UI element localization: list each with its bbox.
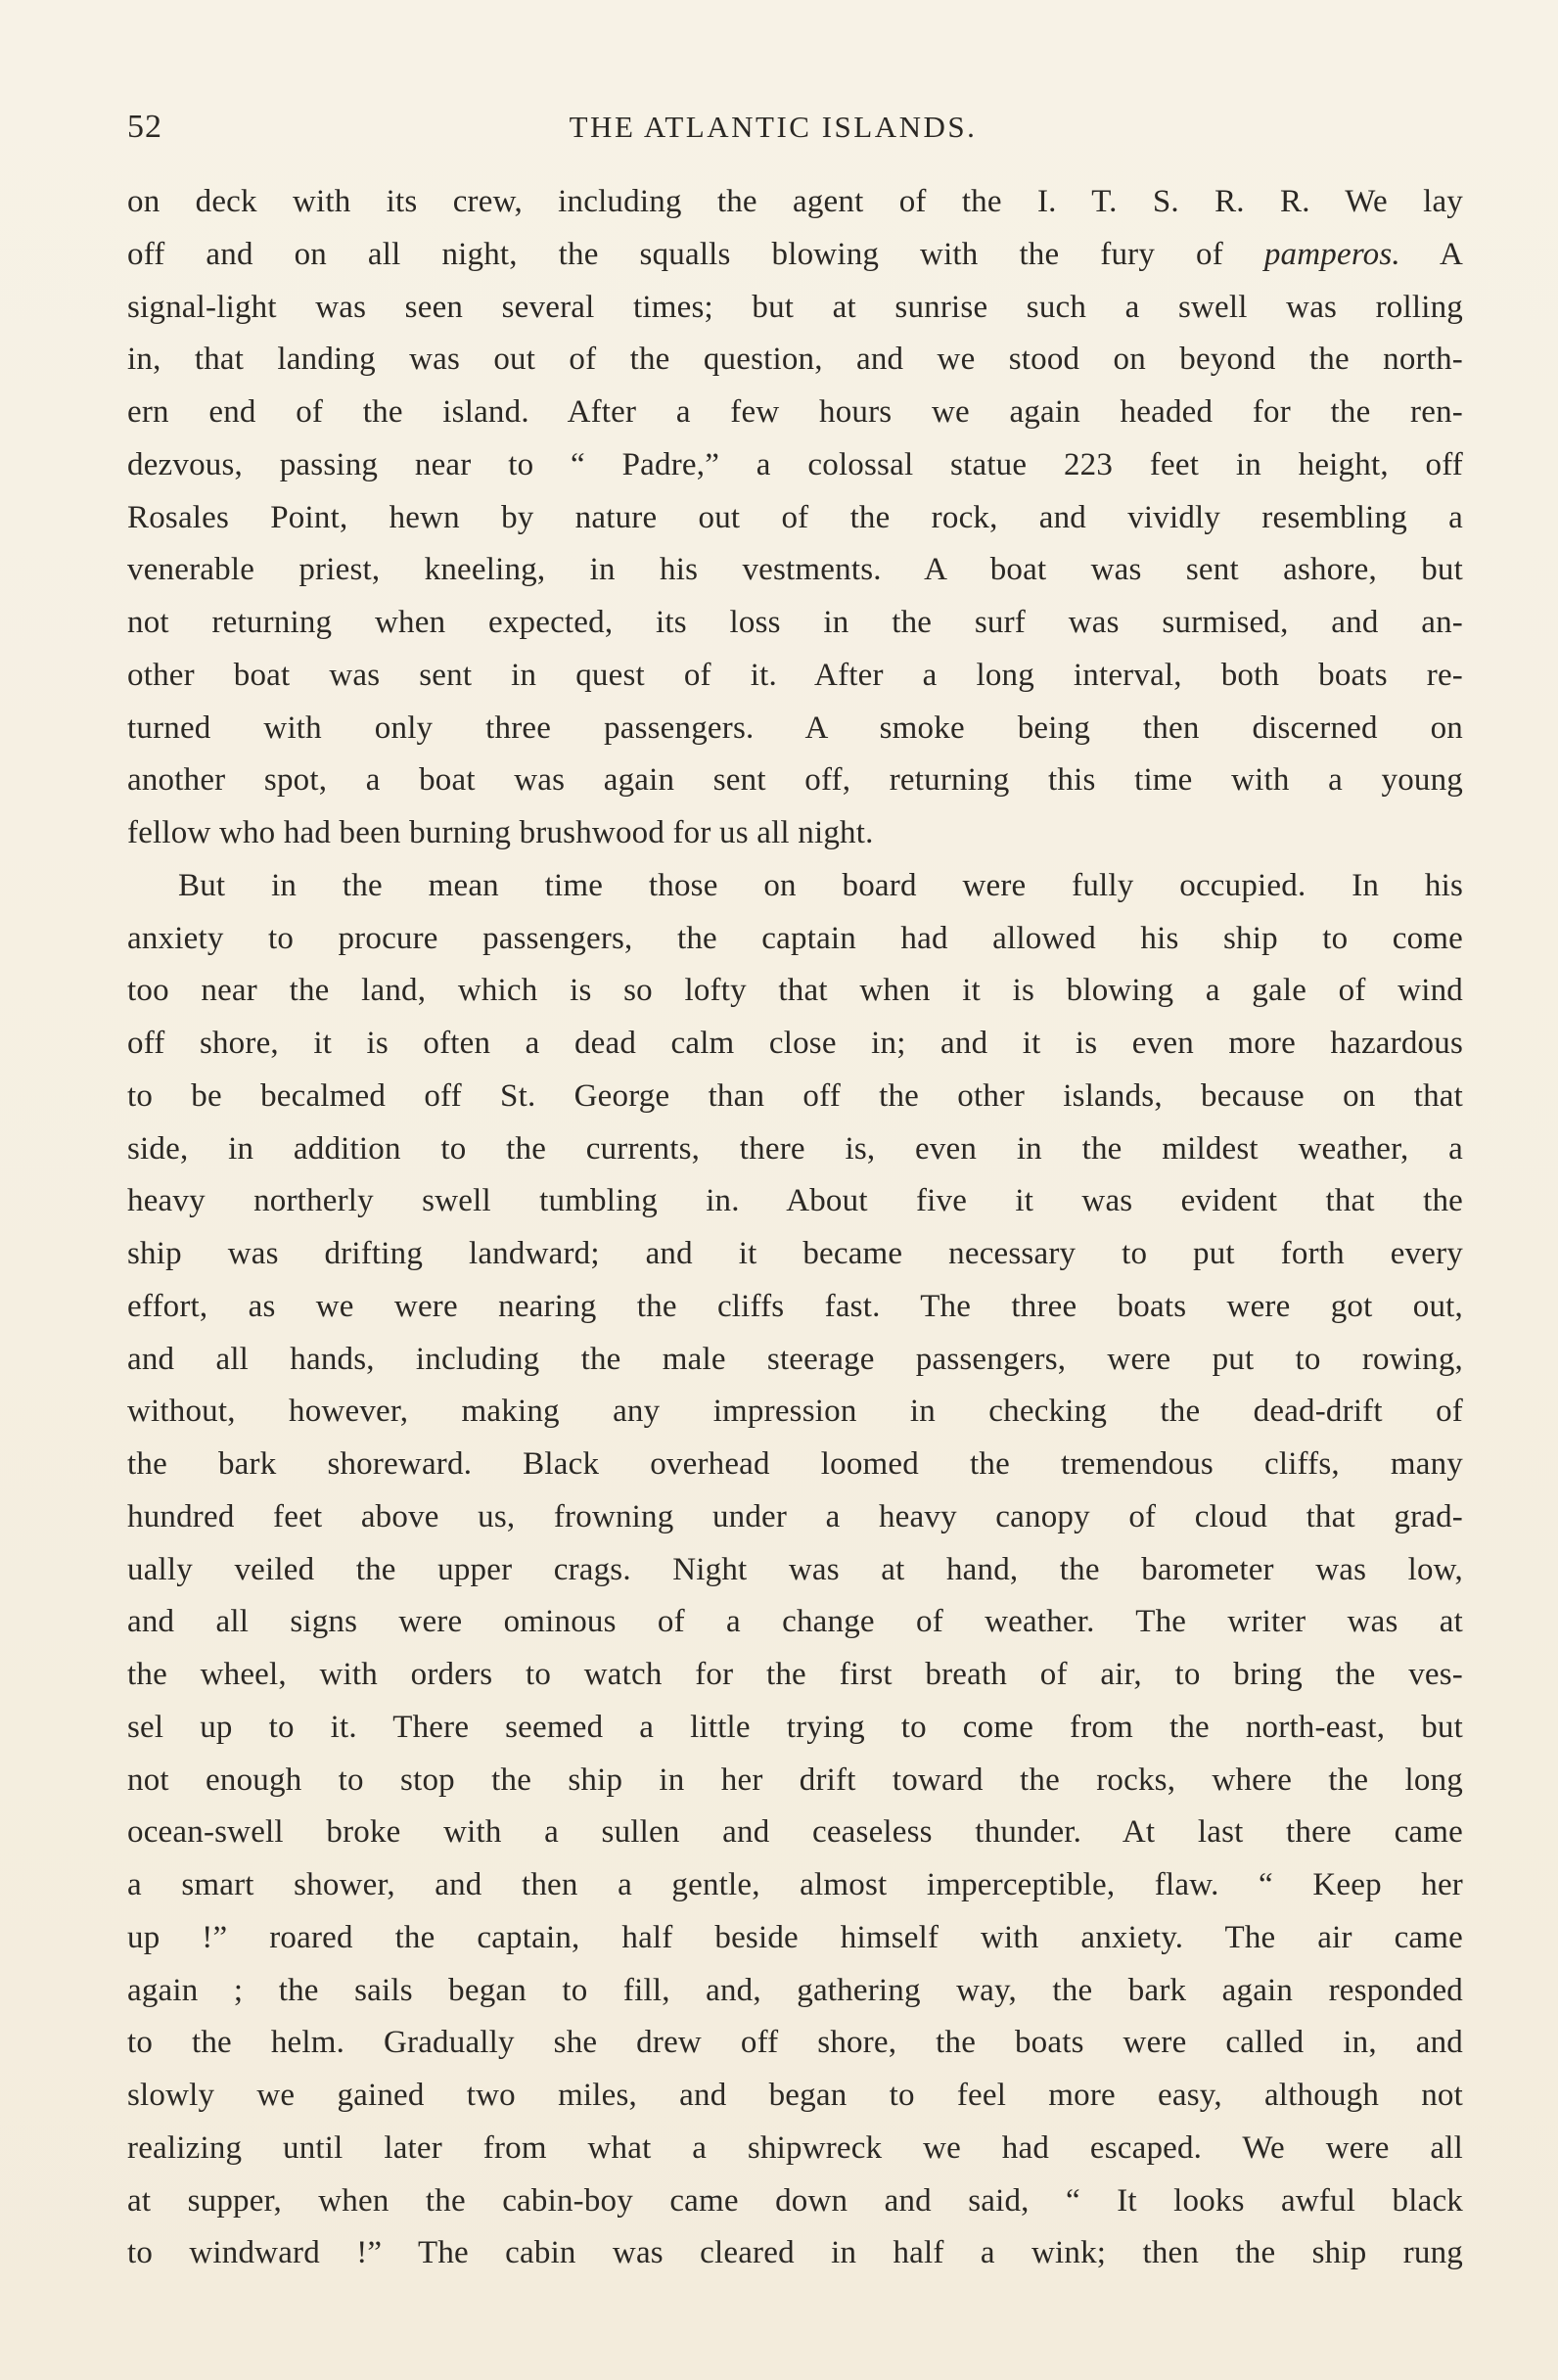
text-line: signal-light was seen several times; but at sunrise such a swell was rolling (127, 289, 1463, 325)
text-line: up !” roared the captain, half beside himself with anxiety. The air came (127, 1919, 1463, 1955)
text-line-segment: A (1399, 236, 1463, 272)
text-line: slowly we gained two miles, and began to feel more easy, although not (127, 2078, 1463, 2113)
text-line: ually veiled the upper crags. Night was at hand, the barometer was low, (127, 1551, 1463, 1587)
text-line-segment: off and on all night, the squalls blowing with the fury of (127, 236, 1264, 272)
text-line: ern end of the island. After a few hours we again headed for the ren- (127, 394, 1463, 430)
text-line: Rosales Point, hewn by nature out of the rock, and vividly resembling a (127, 499, 1463, 535)
running-head (127, 98, 1458, 157)
paragraph-end-line: fellow who had been burning brushwood for us all night. (127, 815, 874, 850)
text-line: another spot, a boat was again sent off, returning this time with a young (127, 762, 1463, 799)
text-line: too near the land, which is so lofty that when it is blowing a gale of wind (127, 973, 1463, 1009)
italic-term: pamperos. (1263, 236, 1400, 272)
text-line: and all hands, including the male steerage passengers, were put to rowing, (127, 1341, 1463, 1377)
paragraph-start-line: But in the mean time those on board were fully occupied. In his (178, 867, 1463, 903)
text-line: again ; the sails began to fill, and, gathering way, the bark again responded (127, 1972, 1463, 2008)
text-line: in, that landing was out of the question, and we stood on beyond the north- (127, 342, 1463, 378)
text-line: effort, as we were nearing the cliffs fast. The three boats were got out, (127, 1288, 1463, 1324)
text-line: without, however, making any impression in checking the dead-drift of (127, 1394, 1463, 1430)
text-line: side, in addition to the currents, there is, even in the mildest weather, a (127, 1130, 1463, 1167)
text-line: on deck with its crew, including the agent of the I. T. S. R. R. We lay (127, 184, 1463, 219)
text-line: realizing until later from what a shipwreck we had escaped. We were all (127, 2129, 1463, 2166)
text-line (127, 229, 1463, 282)
text-line: not returning when expected, its loss in the surf was surmised, and an- (127, 605, 1463, 640)
text-line: a smart shower, and then a gentle, almost imperceptible, flaw. “ Keep her (127, 1867, 1463, 1902)
text-line: heavy northerly swell tumbling in. About five it was evident that the (127, 1183, 1463, 1219)
text-line: dezvous, passing near to “ Padre,” a colossal statue 223 feet in height, off (127, 446, 1463, 482)
text-line: off shore, it is often a dead calm close in; and it is even more hazardous (127, 1026, 1463, 1061)
text-line: sel up to it. There seemed a little trying to come from the north-east, but (127, 1709, 1463, 1745)
text-line: to the helm. Gradually she drew off shore, the boats were called in, and (127, 2025, 1463, 2061)
text-line: to windward !” The cabin was cleared in half a wink; then the ship rung (127, 2235, 1463, 2271)
text-line: hundred feet above us, frowning under a heavy canopy of cloud that grad- (127, 1498, 1463, 1534)
text-line: at supper, when the cabin-boy came down and said, “ It looks awful black (127, 2182, 1463, 2219)
text-line: ship was drifting landward; and it became necessary to put forth every (127, 1236, 1463, 1271)
body-text (127, 176, 1463, 2280)
text-line: other boat was sent in quest of it. After a long interval, both boats re- (127, 657, 1463, 693)
text-line: to be becalmed off St. George than off the other islands, because on that (127, 1077, 1463, 1114)
text-line: not enough to stop the ship in her drift toward the rocks, where the long (127, 1762, 1463, 1798)
text-line: turned with only three passengers. A smoke being then discerned on (127, 709, 1463, 746)
text-line: ocean-swell broke with a sullen and ceaseless thunder. At last there came (127, 1814, 1463, 1851)
text-line: anxiety to procure passengers, the captain had allowed his ship to come (127, 920, 1463, 956)
text-line: the bark shoreward. Black overhead loomed the tremendous cliffs, many (127, 1446, 1463, 1482)
running-title: THE ATLANTIC ISLANDS. (569, 110, 978, 144)
text-line: the wheel, with orders to watch for the first breath of air, to bring the ves- (127, 1657, 1463, 1692)
text-line: venerable priest, kneeling, in his vestments. A boat was sent ashore, but (127, 552, 1463, 588)
text-line: and all signs were ominous of a change of weather. The writer was at (127, 1604, 1463, 1640)
page-number: 52 (127, 109, 162, 145)
